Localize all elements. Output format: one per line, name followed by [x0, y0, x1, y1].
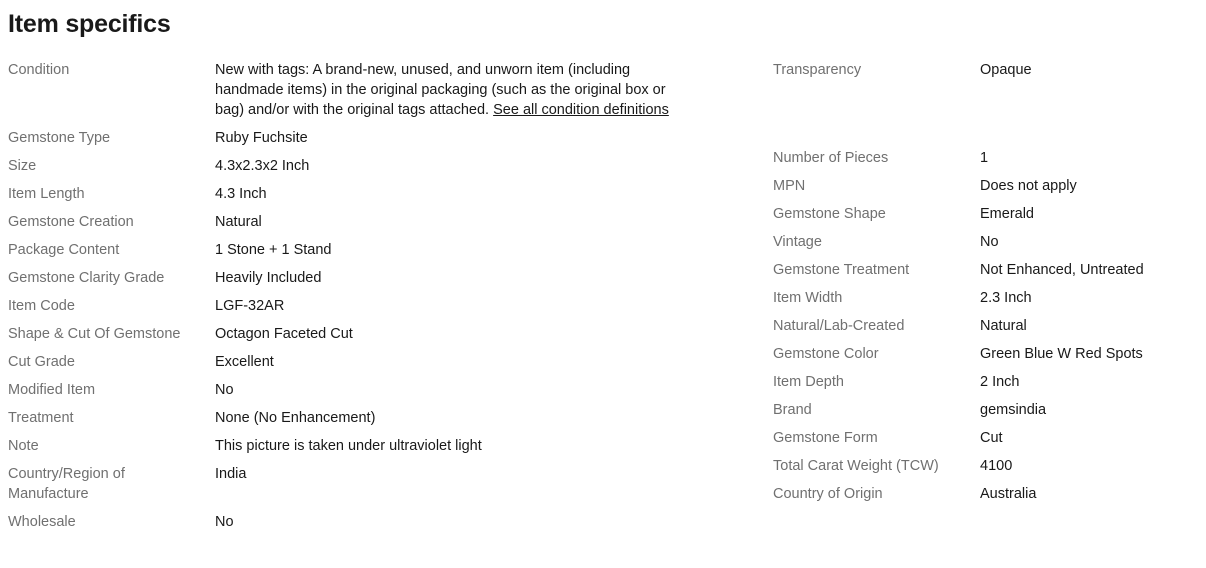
spec-row [773, 204, 1193, 224]
spec-value: Natural [215, 214, 262, 230]
spec-label: Item Depth [773, 374, 844, 390]
spec-value: India [215, 466, 247, 482]
spec-label: Gemstone Type [8, 130, 111, 146]
spec-label: Gemstone Treatment [773, 262, 910, 278]
spec-row [8, 296, 708, 316]
spec-value: No [980, 234, 999, 250]
spec-row [8, 212, 708, 232]
spec-value: Green Blue W Red Spots [980, 346, 1143, 362]
spec-row [773, 288, 1193, 308]
spec-label: Number of Pieces [773, 150, 889, 166]
spec-row [8, 436, 708, 456]
spec-value: Australia [980, 486, 1037, 502]
spec-value: 1 Stone + 1 Stand [215, 242, 332, 258]
spec-value: 4.3 Inch [215, 186, 267, 202]
spec-label: Country of Origin [773, 486, 883, 502]
spec-row [8, 268, 708, 288]
spec-label: Package Content [8, 242, 120, 258]
spec-value: Opaque [980, 62, 1032, 78]
spec-label: Gemstone Shape [773, 206, 886, 222]
spec-label: Transparency [773, 62, 862, 78]
spec-row [8, 240, 708, 260]
spec-row [8, 324, 708, 344]
spec-label: Gemstone Creation [8, 214, 134, 230]
spec-row [773, 316, 1193, 336]
spec-label: Item Length [8, 186, 85, 202]
specifics-right-column [773, 60, 1193, 512]
spec-value: Cut [980, 430, 1003, 446]
see-all-condition-definitions-link[interactable]: See all condition definitions [493, 102, 669, 118]
spec-value: None (No Enhancement) [215, 410, 376, 426]
spec-row [773, 484, 1193, 504]
spec-label: Shape & Cut Of Gemstone [8, 326, 181, 342]
spec-value: Emerald [980, 206, 1034, 222]
spec-label: Gemstone Clarity Grade [8, 270, 165, 286]
spec-value: 4.3x2.3x2 Inch [215, 158, 310, 174]
spec-label: Modified Item [8, 382, 96, 398]
spec-value: Natural [980, 318, 1027, 334]
spec-row [8, 128, 708, 148]
spec-value: Not Enhanced, Untreated [980, 262, 1144, 278]
spec-label: Note [8, 438, 39, 454]
spec-value: Heavily Included [215, 270, 322, 286]
spec-value: No [215, 382, 234, 398]
spec-row [8, 380, 708, 400]
spec-label: Total Carat Weight (TCW) [773, 458, 939, 474]
specifics-left-column [8, 60, 708, 540]
spec-label: Condition [8, 62, 70, 78]
spec-value: 2.3 Inch [980, 290, 1032, 306]
spec-row [8, 184, 708, 204]
spec-label: Treatment [8, 410, 74, 426]
spec-value: This picture is taken under ultraviolet light [215, 438, 482, 454]
spec-row [8, 408, 708, 428]
spec-label: Size [8, 158, 37, 174]
spec-value: 4100 [980, 458, 1013, 474]
spec-label: Vintage [773, 234, 822, 250]
spec-value: gemsindia [980, 402, 1047, 418]
spec-row [8, 352, 708, 372]
spec-value [215, 60, 675, 120]
spec-value: Does not apply [980, 178, 1077, 194]
spec-label: Country/Region of Manufacture [8, 466, 125, 502]
spec-label: Gemstone Form [773, 430, 878, 446]
spec-row-condition [8, 60, 708, 120]
spec-value: Ruby Fuchsite [215, 130, 308, 146]
spec-value: No [215, 514, 234, 530]
spec-label: Item Code [8, 298, 75, 314]
spec-row [8, 464, 708, 504]
spec-label: MPN [773, 178, 806, 194]
spec-label: Gemstone Color [773, 346, 879, 362]
spec-row [8, 512, 708, 532]
spec-label: Natural/Lab-Created [773, 318, 905, 334]
spec-row [773, 344, 1193, 364]
spec-label: Cut Grade [8, 354, 75, 370]
spec-value: LGF-32AR [215, 298, 285, 314]
spec-row [773, 260, 1193, 280]
spec-row [8, 156, 708, 176]
section-title: Item specifics [8, 10, 171, 38]
spec-row [773, 60, 1193, 80]
spec-label: Brand [773, 402, 812, 418]
spec-value: Octagon Faceted Cut [215, 326, 353, 342]
spec-value: 1 [980, 150, 989, 166]
spec-label: Item Width [773, 290, 843, 306]
spec-row [773, 428, 1193, 448]
spec-row [773, 148, 1193, 168]
spec-row [773, 176, 1193, 196]
spec-row [773, 456, 1193, 476]
spec-label: Wholesale [8, 514, 76, 530]
spec-row [773, 372, 1193, 392]
spec-value: Excellent [215, 354, 274, 370]
spec-row [773, 400, 1193, 420]
spec-value: 2 Inch [980, 374, 1020, 390]
condition-description: New with tags: A brand-new, unused, and unworn item (including handmade items) in the original packaging (such as the original box or bag) and/or with the original tags attached. [215, 62, 666, 118]
spec-row [773, 232, 1193, 252]
